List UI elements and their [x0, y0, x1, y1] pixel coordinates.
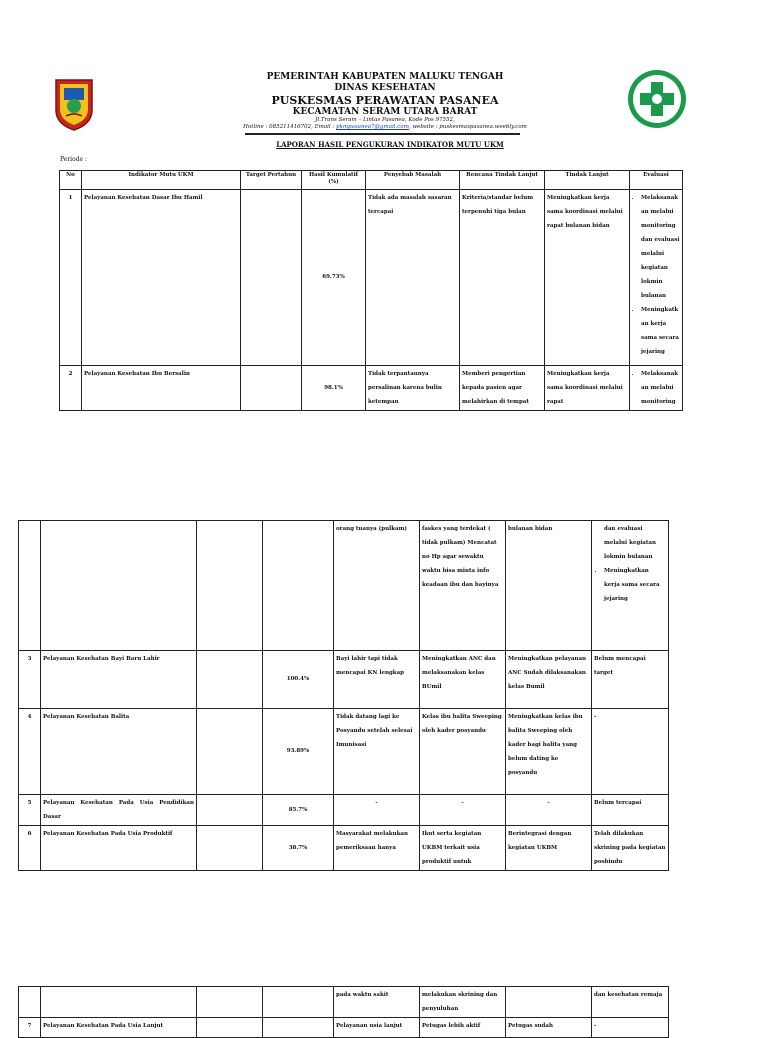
- row-target: [197, 709, 263, 795]
- row-tindak: Meningkatkan kerja sama koordinasi melalui rapat bulanan bidan: [545, 190, 630, 366]
- row-target: [197, 1018, 263, 1038]
- row-target: [197, 651, 263, 709]
- row-target: [197, 795, 263, 826]
- table-row: [19, 521, 669, 651]
- indikator-table-page2: [18, 520, 669, 871]
- kop-contact: [150, 125, 620, 131]
- row-target: [197, 521, 263, 651]
- row-evaluasi: Belum tercapai: [592, 795, 669, 826]
- table-row: [60, 366, 683, 411]
- row-penyebab: pada waktu sakit: [334, 987, 420, 1018]
- table-row: [19, 795, 669, 826]
- row-no: [19, 987, 41, 1018]
- report-title: LAPORAN HASIL PENGUKURAN INDIKATOR MUTU UKM: [276, 140, 504, 149]
- row-hasil: [263, 521, 334, 651]
- row-tindak: Meningkatkan kerja sama koordinasi melalui rapat: [545, 366, 630, 411]
- evaluasi-item: • Meningkatkan kerja sama secara jejaring: [604, 564, 666, 606]
- indikator-table-page1: [59, 170, 683, 411]
- kop-line-puskesmas: PUSKESMAS PERAWATAN PASANEA: [271, 94, 499, 107]
- periode-label: Periode :: [60, 156, 88, 163]
- col-target: Target Pertahun: [241, 171, 302, 190]
- table-row: [19, 826, 669, 871]
- row-evaluasi: [592, 521, 669, 651]
- row-rencana: Ikut serta kegiatan UKBM terkait usia produktif untuk: [420, 826, 506, 871]
- table-row: [19, 987, 669, 1018]
- row-tindak: Berintegrasi dengan kegiatan UKBM: [506, 826, 592, 871]
- row-evaluasi: Telah dilakukan skrining pada kegiatan posbindu: [592, 826, 669, 871]
- row-rencana: Kelas ibu balita Sweeping oleh kader posyandu: [420, 709, 506, 795]
- email-link[interactable]: pkmpasanea7@gmail.com: [335, 124, 409, 130]
- row-no: 1: [60, 190, 82, 366]
- col-indikator: Indikator Mutu UKM: [82, 171, 241, 190]
- col-evaluasi: Evaluasi: [630, 171, 683, 190]
- row-target: [241, 366, 302, 411]
- row-indikator: Pelayanan Kesehatan Ibu Bersalin: [82, 366, 241, 411]
- row-target: [241, 190, 302, 366]
- col-rencana: Rencana Tindak Lanjut: [460, 171, 545, 190]
- row-indikator: Pelayanan Kesehatan Pada Usia Pendidikan Dasar: [41, 795, 197, 826]
- row-tindak: Meningkatkan pelayanan ANC Sudah dilaksanakan kelas Bumil: [506, 651, 592, 709]
- row-penyebab: Tidak datang lagi ke Posyandu setelah selesai Imunisasi: [334, 709, 420, 795]
- evaluasi-item: • Melaksanakan melalui monitoring: [641, 367, 680, 409]
- row-no: 4: [19, 709, 41, 795]
- row-evaluasi: [630, 366, 683, 411]
- row-penyebab: Pelayanan usia lanjut: [334, 1018, 420, 1038]
- row-evaluasi: -: [592, 709, 669, 795]
- row-penyebab: Tidak ada masalah sasaran tercapai: [366, 190, 460, 366]
- row-tindak: Petugas sudah: [506, 1018, 592, 1038]
- row-no: 5: [19, 795, 41, 826]
- table-row: [19, 709, 669, 795]
- table-row: [19, 651, 669, 709]
- row-tindak: [506, 987, 592, 1018]
- row-hasil: 69.73%: [302, 190, 366, 366]
- evaluasi-item: • Melaksanakan melalui monitoring dan evaluasi melalui kegiatan lokmin bulanan: [641, 191, 680, 303]
- kop-line-pemerintah: PEMERINTAH KABUPATEN MALUKU TENGAH: [266, 72, 504, 82]
- row-indikator: [41, 521, 197, 651]
- row-evaluasi: Belum mencapai target: [592, 651, 669, 709]
- evaluasi-item: • Meningkatkan kerja sama secara jejaring: [641, 303, 680, 359]
- kop-line-kecamatan: KECAMATAN SERAM UTARA BARAT: [292, 107, 478, 117]
- row-hasil: 100.4%: [263, 651, 334, 709]
- row-penyebab: orang tuanya (pulkam): [334, 521, 420, 651]
- row-no: [19, 521, 41, 651]
- row-rencana: Memberi pengertian kepada pasien agar melahirkan di tempat: [460, 366, 545, 411]
- row-hasil: 98.1%: [302, 366, 366, 411]
- contact-hotline: Hotline : 085211416702, Email :: [243, 124, 336, 130]
- row-penyebab: Tidak terpantaunya persalinan karena bulin ketempan: [366, 366, 460, 411]
- col-tindak: Tindak Lanjut: [545, 171, 630, 190]
- contact-website: , website : puskesmaspasanea.weebly.com: [408, 124, 527, 130]
- row-rencana: Petugas lebih aktif: [420, 1018, 506, 1038]
- header-divider: [245, 133, 520, 135]
- row-indikator: Pelayanan Kesehatan Dasar Ibu Hamil: [82, 190, 241, 366]
- row-hasil: 85.7%: [263, 795, 334, 826]
- row-hasil: [263, 987, 334, 1018]
- col-no: No: [60, 171, 82, 190]
- row-no: 3: [19, 651, 41, 709]
- row-target: [197, 987, 263, 1018]
- indikator-table-page3: [18, 986, 669, 1038]
- row-tindak: Meningkatkan kelas ibu balita Sweeping oleh kader bagi balita yang belum dating ke posyandu: [506, 709, 592, 795]
- row-rencana: Kriteria/standar belum terpenuhi tiga bulan: [460, 190, 545, 366]
- col-hasil: Hasil Kumulatif (%): [302, 171, 366, 190]
- row-no: 2: [60, 366, 82, 411]
- row-indikator: Pelayanan Kesehatan Pada Usia Produktif: [41, 826, 197, 871]
- row-indikator: Pelayanan Kesehatan Bayi Baru Lahir: [41, 651, 197, 709]
- row-penyebab: Bayi lahir tapi tidak mencapai KN lengkap: [334, 651, 420, 709]
- row-indikator: Pelayanan Kesehatan Balita: [41, 709, 197, 795]
- row-no: 6: [19, 826, 41, 871]
- row-penyebab: Masyarakat melakukan pemeriksaan hanya: [334, 826, 420, 871]
- puskesmas-cross-icon: [626, 68, 688, 130]
- row-evaluasi: -: [592, 1018, 669, 1038]
- row-rencana: faskes yang terdekat ( tidak pulkam) Mencatat no Hp agar sewaktu waktu bisa minta info keadaan ibu dan bayinya: [420, 521, 506, 651]
- row-evaluasi: [630, 190, 683, 366]
- evaluasi-text: dan evaluasi melalui kegiatan lokmin bulanan: [604, 526, 656, 561]
- row-indikator: [41, 987, 197, 1018]
- kop-address: Jl.Trans Seram – Lintas Pasanea, Kode Pos 97552,: [315, 117, 455, 123]
- row-hasil: 38.7%: [263, 826, 334, 871]
- row-indikator: Pelayanan Kesehatan Pada Usia Lanjut: [41, 1018, 197, 1038]
- row-tindak: -: [506, 795, 592, 826]
- kop-line-dinas: DINAS KESEHATAN: [334, 83, 436, 93]
- row-target: [197, 826, 263, 871]
- row-rencana: Meningkatkan ANC dan melaksanakan kelas BUmil: [420, 651, 506, 709]
- row-evaluasi: dan kesehatan remaja: [592, 987, 669, 1018]
- maluku-tengah-emblem-icon: [52, 76, 96, 132]
- col-penyebab: Penyebab Masalah: [366, 171, 460, 190]
- row-rencana: melakukan skrining dan penyuluhan: [420, 987, 506, 1018]
- table-header-row: [60, 171, 683, 190]
- row-hasil: 93.89%: [263, 709, 334, 795]
- table-row: [60, 190, 683, 366]
- row-rencana: -: [420, 795, 506, 826]
- row-tindak: bulanan bidan: [506, 521, 592, 651]
- row-hasil: [263, 1018, 334, 1038]
- row-no: 7: [19, 1018, 41, 1038]
- row-penyebab: -: [334, 795, 420, 826]
- table-row: [19, 1018, 669, 1038]
